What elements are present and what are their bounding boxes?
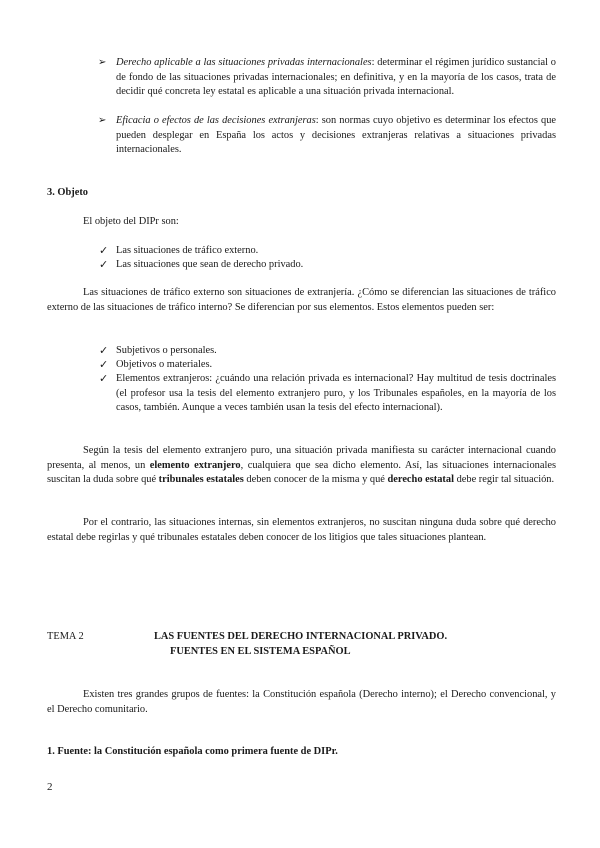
check-item-text: Objetivos o materiales. [116,359,213,370]
bullet-derecho-aplicable [98,56,556,100]
check-item-text: Subjetivos o personales. [116,345,217,356]
check-item-objetivos [99,358,556,373]
tema-title-line-2: FUENTES EN EL SISTEMA ESPAÑOL [170,645,351,657]
check-item-text: Las situaciones de tráfico externo. [116,245,259,256]
bullet-text: : determinar el régimen jurídico sustancial o de fondo de las situaciones privadas internacionales; en definitiva, y en la mayoría de los casos, trata de decidir qué concreta ley estatal es aplicable a una situación privada internacional. [116,57,556,98]
text-run: debe regir tal situación. [453,474,555,486]
tema-title [154,630,447,659]
bold-term: elemento extranjero [149,459,241,471]
bullet-text: : son normas cuyo objetivo es determinar los efectos que pueden desplegar en España los actos y decisiones extranjeras relativas a situaciones privadas internacionales. [116,115,557,156]
paragraph-elemento-extranjero [47,444,556,488]
check-item-trafico-externo [99,244,556,259]
check-item-extranjeros [99,372,556,416]
text-run: , cualquiera que sea dicho elemento. Así, las situaciones internacionales suscitan la duda sobre qué [47,459,556,486]
check-item-text: Las situaciones que sean de derecho privado. [116,259,304,270]
check-item-derecho-privado [99,258,556,273]
objeto-intro: El objeto del DIPr son: [83,216,179,227]
paragraph-fuentes: Existen tres grandes grupos de fuentes: la Constitución española (Derecho interno); el Derecho convencional, y el Derecho comunitario. [47,689,556,715]
check-item-subjetivos [99,344,556,359]
checkmark-icon: ✓ [99,358,109,371]
bold-term: derecho estatal [387,474,454,486]
text-run: Según la tesis del elemento extranjero puro, una situación privada manifiesta su carácter internacional cuando presenta, al menos, un [47,445,556,471]
arrow-bullet-icon: ➢ [98,57,107,68]
bullet-eficacia [98,114,557,158]
check-item-text: Elementos extranjeros: ¿cuándo una relación privada es internacional? Hay multitud de tesis doctrinales (el profesor usa la tesis del elemento extranjero puro, y los Tribunales españoles, en la mayoría de los casos, también. Aunque a veces también usan la tesis del efecto internacional). [116,373,556,414]
tema-title-line-1: LAS FUENTES DEL DERECHO INTERNACIONAL PRIVADO. [154,631,448,642]
bullet-term: Eficacia o efectos de las decisiones extranjeras [116,115,316,126]
heading-fuente-constitucion: 1. Fuente: la Constitución española como primera fuente de DIPr. [47,746,338,757]
checkmark-icon: ✓ [99,244,109,257]
arrow-bullet-icon: ➢ [98,115,107,126]
page-number: 2 [47,781,53,793]
tema-label: TEMA 2 [47,631,84,642]
checkmark-icon: ✓ [99,372,109,385]
bold-term: tribunales estatales [158,474,244,486]
text-run: deben conocer de la misma y qué [243,474,388,486]
bullet-term: Derecho aplicable a las situaciones privadas internacionales [116,57,372,68]
heading-objeto: 3. Objeto [47,187,88,198]
paragraph-situaciones-internas: Por el contrario, las situaciones internas, sin elementos extranjeros, no suscitan ninguna duda sobre qué derecho estatal debe regirlas y qué tribunales estatales deben conocer de los litigios que tales situaciones plantean. [47,517,556,543]
checkmark-icon: ✓ [99,344,109,357]
paragraph-extranjeria: Las situaciones de tráfico externo son situaciones de extranjería. ¿Cómo se diferencian las situaciones de tráfico externo de las situaciones de tráfico interno? Se diferencian por sus elementos. Estos elementos pueden ser: [47,287,556,313]
checkmark-icon: ✓ [99,258,109,271]
